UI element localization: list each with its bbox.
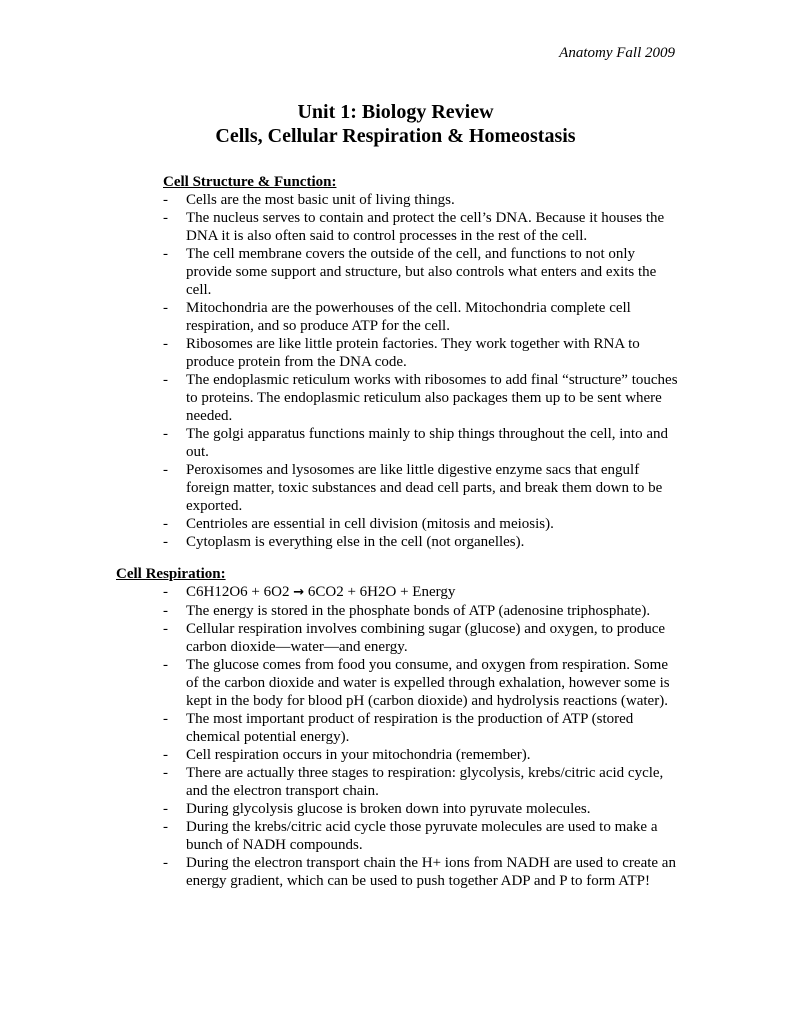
list-item-text: During the electron transport chain the H+ ions from NADH are used to create an energy gradient, which can be used to push together ADP and P to form ATP! [186,855,676,889]
list-item [163,425,683,461]
title-line-1: Unit 1: Biology Review [297,101,494,123]
list-item-text: Cells are the most basic unit of living things. [186,192,455,208]
equation-item [163,583,683,602]
list-item-text: Centrioles are essential in cell division (mitosis and meiosis). [186,516,554,532]
bullet-dash: - [163,192,168,208]
title-line-2: Cells, Cellular Respiration & Homeostasis [215,125,576,147]
list-item [163,371,683,425]
bullet-dash: - [163,534,168,550]
list-item-text: Peroxisomes and lysosomes are like little digestive enzyme sacs that engulf foreign matter, toxic substances and dead cell parts, and break them down to be exported. [186,462,663,514]
bullet-dash: - [163,426,168,442]
list-item [163,656,683,710]
list-item [163,515,683,533]
bullet-dash: - [163,657,168,673]
list-item [163,335,683,371]
list-item-text: Cytoplasm is everything else in the cell (not organelles). [186,534,525,550]
course-header: Anatomy Fall 2009 [559,45,675,61]
list-item-text: The endoplasmic reticulum works with ribosomes to add final “structure” touches to proteins. The endoplasmic reticulum also packages them up to be sent where needed. [186,372,678,424]
bullet-dash: - [163,336,168,352]
list-item [163,602,683,620]
list-item [163,854,683,890]
list-item [163,209,683,245]
list-item-text: The energy is stored in the phosphate bonds of ATP (adenosine triphosphate). [186,603,651,619]
bullet-dash: - [163,819,168,835]
right-arrow-icon: → [293,585,305,600]
list-item [163,299,683,335]
list-item [163,818,683,854]
cell-respiration-list [163,583,683,890]
list-item-text: The golgi apparatus functions mainly to ship things throughout the cell, into and out. [186,426,669,460]
list-item [163,620,683,656]
list-item-text: Cell respiration occurs in your mitochondria (remember). [186,747,531,763]
list-item [163,461,683,515]
list-item-text: There are actually three stages to respiration: glycolysis, krebs/citric acid cycle, and the electron transport chain. [186,765,664,799]
cell-respiration-heading: Cell Respiration: [116,566,226,582]
list-item-text: During the krebs/citric acid cycle those pyruvate molecules are used to make a bunch of NADH compounds. [186,819,658,853]
bullet-dash: - [163,855,168,871]
equation-products: 6CO2 + 6H2O + Energy [304,584,456,600]
bullet-dash: - [163,516,168,532]
list-item [163,800,683,818]
list-item [163,746,683,764]
bullet-dash: - [163,765,168,781]
bullet-dash: - [163,603,168,619]
cell-structure-heading: Cell Structure & Function: [163,174,337,190]
list-item-text: The most important product of respiration is the production of ATP (stored chemical potential energy). [186,711,634,745]
bullet-dash: - [163,372,168,388]
bullet-dash: - [163,300,168,316]
list-item [163,710,683,746]
list-item-text: The cell membrane covers the outside of the cell, and functions to not only provide some support and structure, but also controls what enters and exits the cell. [186,246,657,298]
bullet-dash: - [163,584,168,600]
list-item-text: During glycolysis glucose is broken down into pyruvate molecules. [186,801,591,817]
list-item [163,764,683,800]
list-item [163,245,683,299]
bullet-dash: - [163,246,168,262]
bullet-dash: - [163,801,168,817]
list-item [163,533,683,551]
bullet-dash: - [163,711,168,727]
list-item-text: Ribosomes are like little protein factories. They work together with RNA to produce protein from the DNA code. [186,336,640,370]
document-title [0,100,791,148]
list-item-text: The glucose comes from food you consume, and oxygen from respiration. Some of the carbon dioxide and water is expelled through exhalation, however some is kept in the body for blood pH (carbon dioxide) and hydrolysis reactions (water). [186,657,670,709]
bullet-dash: - [163,462,168,478]
list-item-text: Cellular respiration involves combining sugar (glucose) and oxygen, to produce carbon dioxide—water—and energy. [186,621,666,655]
list-item-text: Mitochondria are the powerhouses of the cell. Mitochondria complete cell respiration, and so produce ATP for the cell. [186,300,631,334]
cell-structure-list [163,191,683,551]
bullet-dash: - [163,621,168,637]
bullet-dash: - [163,210,168,226]
list-item [163,191,683,209]
equation-reactants: C6H12O6 + 6O2 [186,584,294,600]
bullet-dash: - [163,747,168,763]
list-item-text: The nucleus serves to contain and protect the cell’s DNA. Because it houses the DNA it is also often said to control processes in the rest of the cell. [186,210,665,244]
